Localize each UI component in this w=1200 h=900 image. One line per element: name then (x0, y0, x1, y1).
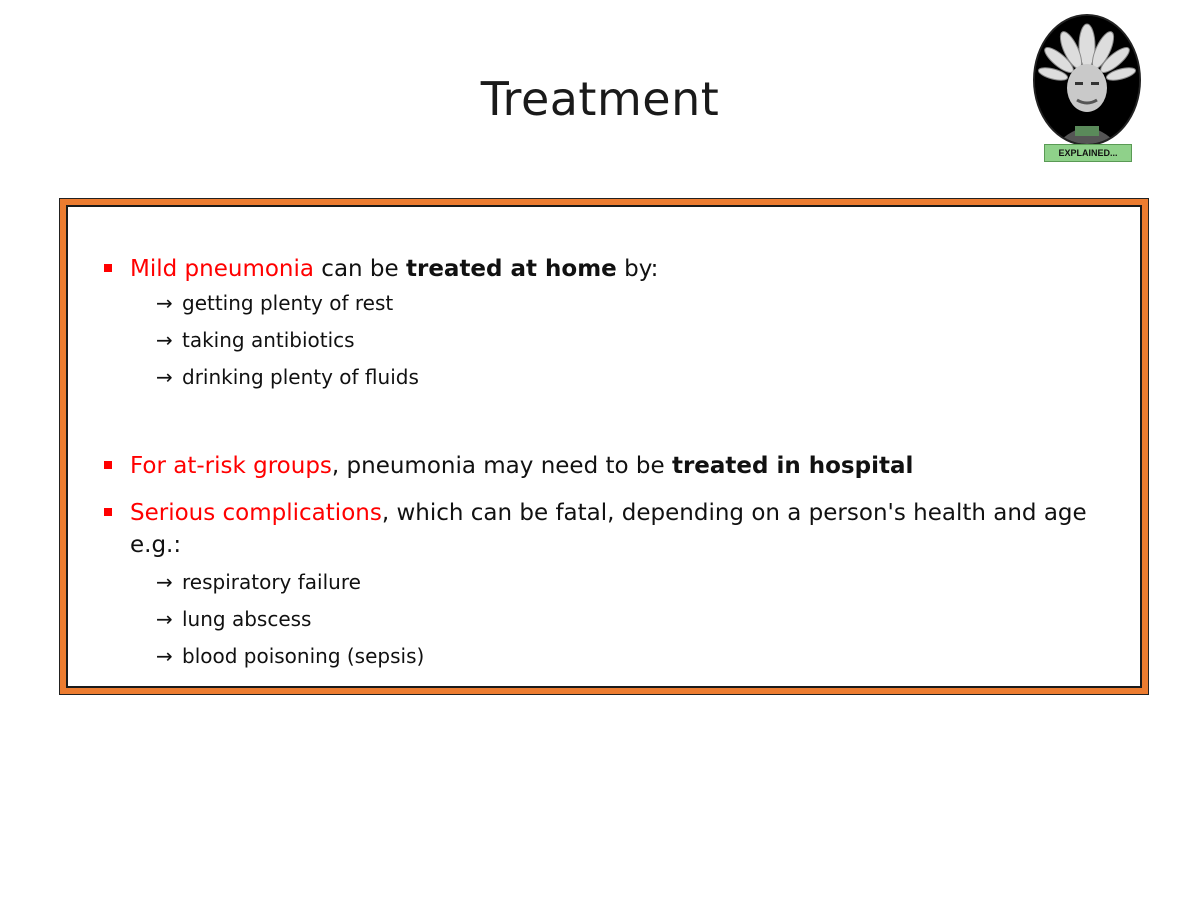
arrow-right-icon: → (156, 291, 173, 315)
content-frame (59, 198, 1149, 695)
list-item: → blood poisoning (sepsis) (156, 644, 425, 668)
arrow-right-icon: → (156, 328, 173, 352)
bold-text: treated at home (405, 256, 617, 282)
logo-badge: EXPLAINED... (1044, 144, 1132, 162)
bold-text: treated in hospital (671, 453, 914, 479)
arrow-right-icon: → (156, 365, 173, 389)
logo (1030, 14, 1140, 162)
bullet-marker (104, 461, 112, 469)
arrow-right-icon: → (156, 644, 173, 668)
content-panel: Mild pneumonia can be treated at home by: → getting plenty of rest → taking antibiotics → drinking plenty of fluids For at-risk groups, pneumonia may need to be treated in hospital Serious complications, which can be fatal, depending on a person's health and age e.g.: → respiratory failure → lung abscess → blood poisoning (sepsis) (66, 205, 1142, 688)
highlight-text: Mild pneumonia (130, 256, 314, 282)
bullet-marker (104, 508, 112, 516)
slide-title: Treatment (480, 72, 720, 126)
einstein-portrait-icon (1033, 14, 1141, 146)
arrow-right-icon: → (156, 570, 173, 594)
bullet-marker (104, 264, 112, 272)
list-item: → drinking plenty of fluids (156, 365, 419, 389)
highlight-text: Serious complications (130, 500, 382, 526)
highlight-text: For at-risk groups (130, 453, 332, 479)
arrow-right-icon: → (156, 607, 173, 631)
list-item: → respiratory failure (156, 570, 361, 594)
list-item: → getting plenty of rest (156, 291, 394, 315)
list-item: → lung abscess (156, 607, 312, 631)
list-item: → taking antibiotics (156, 328, 355, 352)
